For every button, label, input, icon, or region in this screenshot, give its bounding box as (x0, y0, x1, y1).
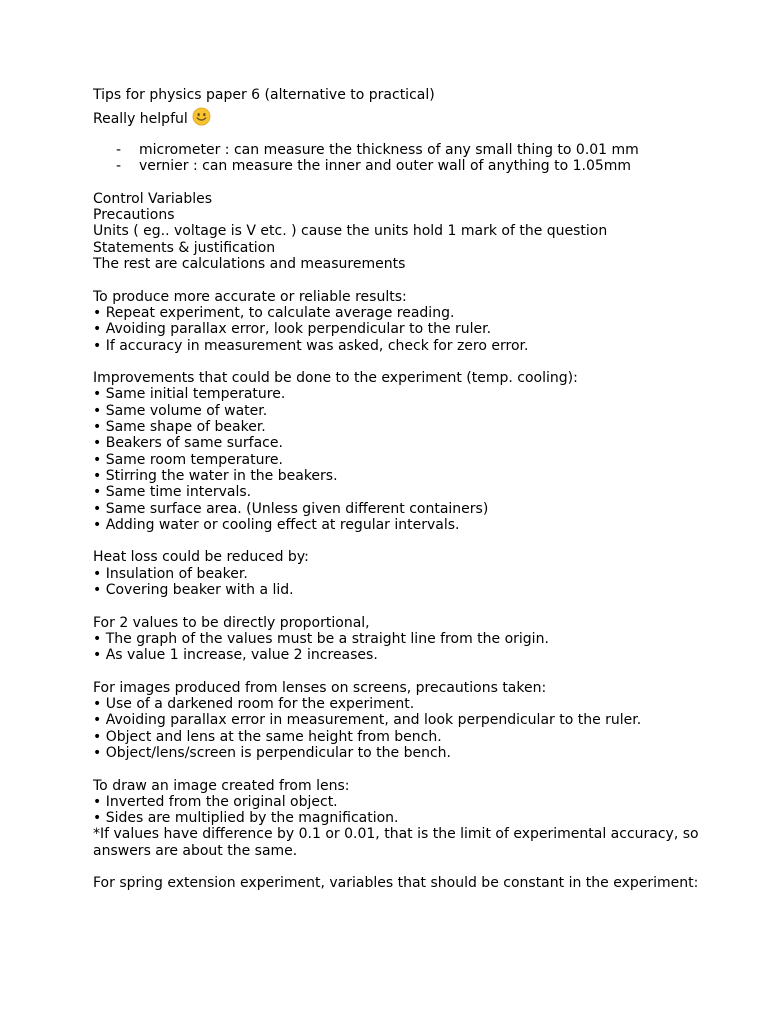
bullet-item: • If accuracy in measurement was asked, check for zero error. (93, 337, 529, 354)
accuracy-section (93, 289, 733, 354)
smiling-face-icon (192, 107, 211, 126)
heat-loss-section (93, 549, 733, 598)
list-item-text: vernier : can measure the inner and outer wall of anything to 1.05mm (139, 158, 632, 175)
spacer (93, 664, 733, 680)
subtitle-text: Really helpful (93, 111, 188, 127)
section-heading: To produce more accurate or reliable results: (93, 288, 407, 305)
bullet-item: • Inverted from the original object. (93, 793, 338, 810)
spacer (93, 859, 733, 875)
list-item (93, 158, 733, 174)
bullet-item: • Avoiding parallax error, look perpendicular to the ruler. (93, 321, 492, 338)
improvements-section (93, 370, 733, 533)
bullet-item: • Adding water or cooling effect at regular intervals. (93, 516, 460, 533)
section-heading: For 2 values to be directly proportional, (93, 614, 370, 631)
topic-line: Statements & justification (93, 239, 276, 256)
spacer (93, 272, 733, 288)
spring-section (93, 875, 733, 891)
bullet-item: • Same shape of beaker. (93, 419, 266, 436)
section-heading: Heat loss could be reduced by: (93, 549, 309, 566)
proportional-section (93, 615, 733, 664)
bullet-item: • Repeat experiment, to calculate average reading. (93, 304, 455, 321)
bullet-item: • Same initial temperature. (93, 386, 286, 403)
bullet-item: • Stirring the water in the beakers. (93, 467, 338, 484)
topics-section (93, 191, 733, 272)
spacer (93, 175, 733, 191)
bullet-item: • The graph of the values must be a straight line from the origin. (93, 630, 549, 647)
list-dash: - (116, 142, 122, 158)
spacer (93, 761, 733, 777)
spacer (93, 354, 733, 370)
section-heading: For spring extension experiment, variables that should be constant in the experiment: (93, 875, 699, 892)
spacer (93, 598, 733, 614)
topic-line: Precautions (93, 207, 175, 224)
topic-line: Control Variables (93, 190, 213, 207)
list-item-text: micrometer : can measure the thickness of any small thing to 0.01 mm (139, 142, 639, 158)
bullet-item: • Same volume of water. (93, 402, 268, 419)
bullet-item: • Same room temperature. (93, 451, 283, 468)
lenses-section (93, 680, 733, 761)
bullet-item: • Covering beaker with a lid. (93, 582, 294, 599)
bullet-item: • Sides are multiplied by the magnification. (93, 810, 399, 827)
document-title: Tips for physics paper 6 (alternative to practical) (93, 87, 435, 103)
subtitle-row (93, 107, 733, 129)
bullet-item: • Avoiding parallax error in measurement, and look perpendicular to the ruler. (93, 712, 642, 729)
list-item (93, 142, 733, 158)
bullet-item: • Beakers of same surface. (93, 435, 283, 452)
section-heading: For images produced from lenses on screens, precautions taken: (93, 679, 547, 696)
note-line: *If values have difference by 0.1 or 0.01, that is the limit of experimental accuracy, so answers are about the same. (93, 826, 699, 859)
document-body (93, 86, 733, 892)
topic-line: Units ( eg.. voltage is V etc. ) cause the units hold 1 mark of the question (93, 223, 608, 240)
spacer (93, 533, 733, 549)
topic-line: The rest are calculations and measurements (93, 256, 406, 273)
bullet-item: • Same time intervals. (93, 484, 252, 501)
bullet-item: • Same surface area. (Unless given different containers) (93, 500, 489, 517)
bullet-item: • Object/lens/screen is perpendicular to the bench. (93, 744, 452, 761)
bullet-item: • As value 1 increase, value 2 increases. (93, 647, 378, 664)
bullet-item: • Object and lens at the same height from bench. (93, 728, 442, 745)
bullet-item: • Use of a darkened room for the experiment. (93, 696, 415, 713)
instrument-list (93, 142, 733, 175)
list-dash: - (116, 158, 122, 175)
section-heading: To draw an image created from lens: (93, 777, 350, 794)
bullet-item: • Insulation of beaker. (93, 565, 248, 582)
draw-image-section (93, 778, 733, 859)
section-heading: Improvements that could be done to the experiment (temp. cooling): (93, 370, 578, 387)
